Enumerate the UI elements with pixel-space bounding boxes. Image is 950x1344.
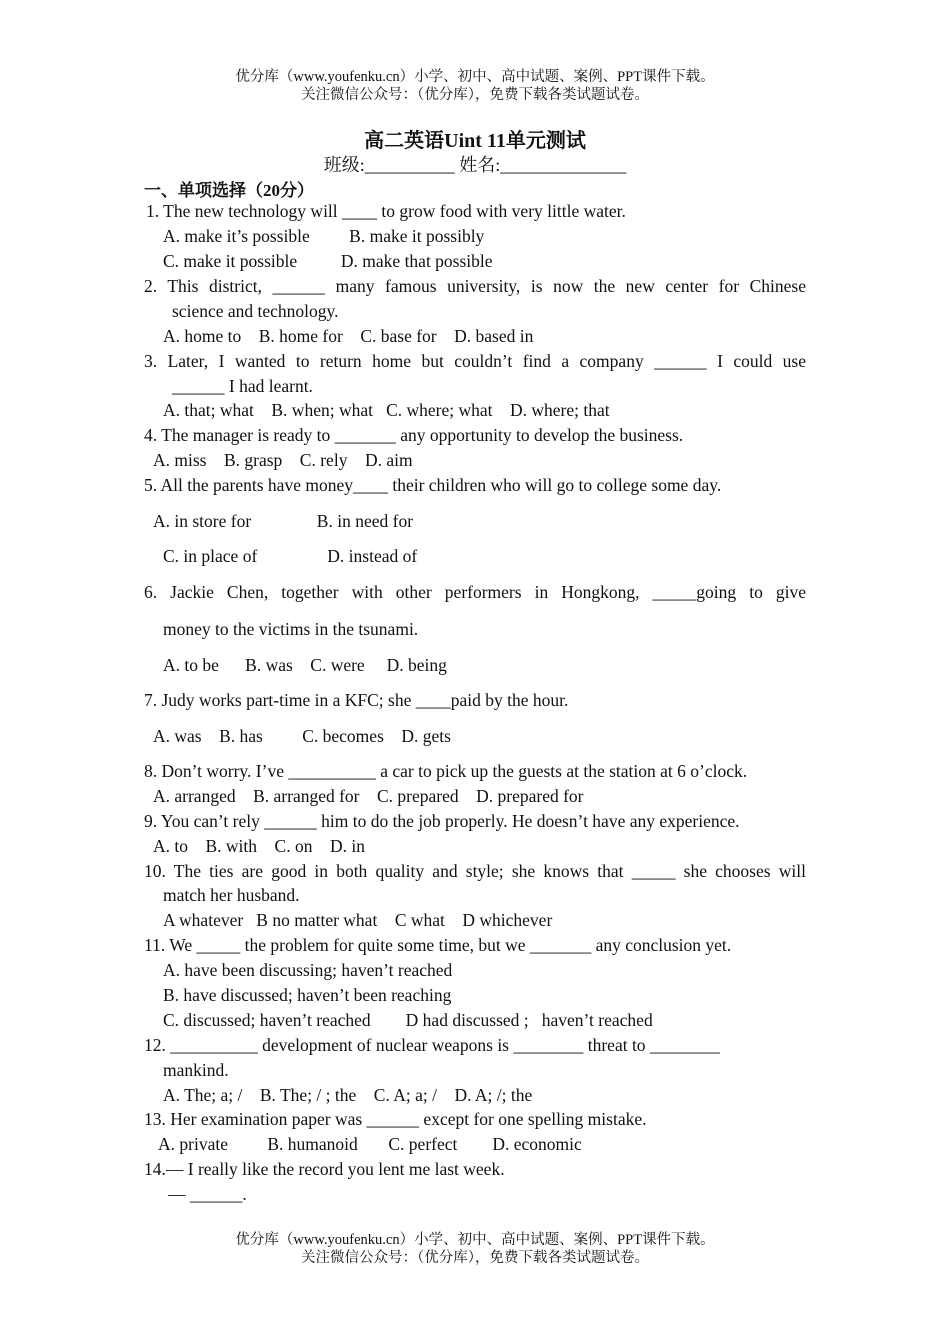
question-1-options-ab: A. make it’s possible B. make it possibly: [163, 226, 485, 246]
question-5-options-cd: C. in place of D. instead of: [163, 546, 418, 566]
question-1-options-cd: C. make it possible D. make that possible: [163, 251, 493, 271]
question-12: 12. __________ development of nuclear weapons is ________ threat to ________: [144, 1035, 720, 1055]
question-1: 1. The new technology will ____ to grow food with very little water.: [146, 201, 626, 221]
question-8: 8. Don’t worry. I’ve __________ a car to pick up the guests at the station at 6 o’clock.: [144, 761, 748, 781]
question-11-option-a: A. have been discussing; haven’t reached: [163, 960, 453, 980]
footer-line-2: 关注微信公众号：（优分库），免费下载各类试题试卷。: [301, 1250, 649, 1266]
question-10-options: A whatever B no matter what C what D whichever: [163, 910, 553, 930]
question-11: 11. We _____ the problem for quite some time, but we _______ any conclusion yet.: [144, 935, 732, 955]
question-2-cont: science and technology.: [172, 301, 339, 321]
question-13-options: A. private B. humanoid C. perfect D. economic: [158, 1134, 582, 1154]
class-label: 班级:__________: [323, 155, 455, 175]
question-10: 10. The ties are good in both quality and style; she knows that _____ she chooses will: [144, 861, 806, 881]
question-4: 4. The manager is ready to _______ any opportunity to develop the business.: [144, 425, 684, 445]
header-line-1: 优分库（www.youfenku.cn）小学、初中、高中试题、案例、PPT课件下载。: [235, 69, 715, 85]
footer-line-1: 优分库（www.youfenku.cn）小学、初中、高中试题、案例、PPT课件下载。: [235, 1232, 715, 1248]
question-9-options: A. to B. with C. on D. in: [153, 836, 365, 856]
page-title: 高二英语Uint 11单元测试: [364, 130, 586, 152]
question-7: 7. Judy works part-time in a KFC; she ____paid by the hour.: [144, 690, 569, 710]
question-12-cont: mankind.: [163, 1060, 229, 1080]
question-14-answer: — ______.: [168, 1184, 247, 1204]
question-12-options: A. The; a; / B. The; / ; the C. A; a; / D. A; /; the: [163, 1085, 533, 1105]
question-4-options: A. miss B. grasp C. rely D. aim: [153, 450, 413, 470]
section-heading-1: 一、单项选择（20分）: [144, 181, 314, 200]
question-11-option-b: B. have discussed; haven’t been reaching: [163, 985, 452, 1005]
question-3-options: A. that; what B. when; what C. where; what D. where; that: [163, 400, 610, 420]
question-6-options: A. to be B. was C. were D. being: [163, 655, 447, 675]
name-label: 姓名:______________: [459, 155, 627, 175]
question-8-options: A. arranged B. arranged for C. prepared D. prepared for: [153, 786, 584, 806]
question-10-cont: match her husband.: [163, 885, 300, 905]
question-2-options: A. home to B. home for C. base for D. based in: [163, 326, 534, 346]
question-3: 3. Later, I wanted to return home but couldn’t find a company ______ I could use: [144, 351, 806, 371]
header-line-2: 关注微信公众号：（优分库），免费下载各类试题试卷。: [301, 87, 649, 103]
student-info: [0, 151, 950, 177]
question-11-options-cd: C. discussed; haven’t reached D had discussed ; haven’t reached: [163, 1010, 653, 1030]
question-7-options: A. was B. has C. becomes D. gets: [153, 726, 451, 746]
question-2: 2. This district, ______ many famous university, is now the new center for Chinese: [144, 276, 806, 296]
question-5: 5. All the parents have money____ their children who will go to college some day.: [144, 475, 722, 495]
question-6: 6. Jackie Chen, together with other performers in Hongkong, _____going to give: [144, 582, 806, 602]
question-9: 9. You can’t rely ______ him to do the job properly. He doesn’t have any experience.: [144, 811, 740, 831]
question-13: 13. Her examination paper was ______ except for one spelling mistake.: [144, 1109, 647, 1129]
question-3-cont: ______ I had learnt.: [172, 376, 313, 396]
question-5-options-ab: A. in store for B. in need for: [153, 511, 414, 531]
question-6-cont: money to the victims in the tsunami.: [163, 619, 419, 639]
question-14: 14.— I really like the record you lent me last week.: [144, 1159, 505, 1179]
